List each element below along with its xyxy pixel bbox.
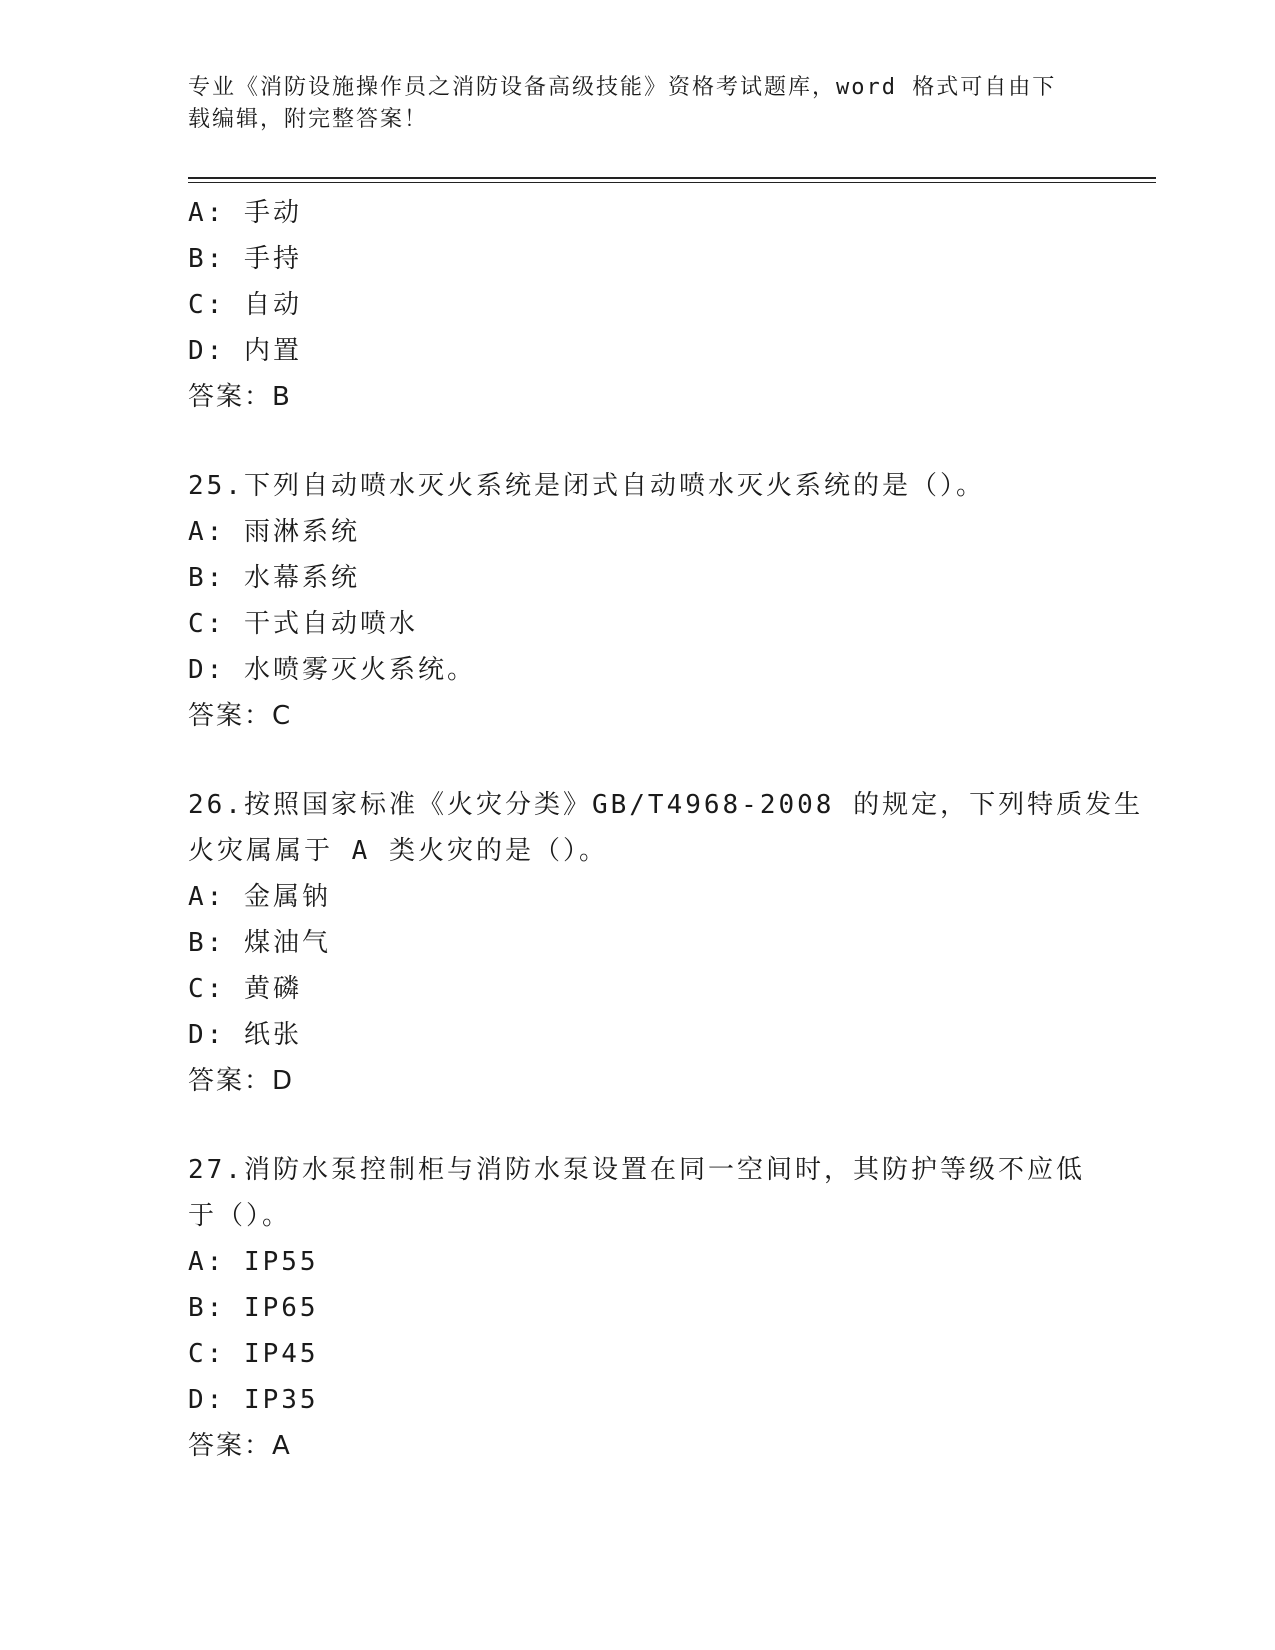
question-stem-continued: 火灾属属于 A 类火灾的是（）。 — [188, 836, 608, 866]
question-stem: 27.消防水泵控制柜与消防水泵设置在同一空间时，其防护等级不应低 — [188, 1155, 1085, 1185]
header-line-1: 专业《消防设施操作员之消防设备高级技能》资格考试题库，word 格式可自由下 — [188, 75, 1057, 100]
header-line-2: 载编辑，附完整答案！ — [188, 107, 429, 132]
answer-label: 答案：C — [188, 701, 293, 731]
spacer — [188, 1104, 1088, 1147]
spacer — [188, 739, 1088, 782]
question-stem: 25.下列自动喷水灭火系统是闭式自动喷水灭火系统的是（）。 — [188, 471, 985, 501]
option-c: C: 黄磷 — [188, 974, 302, 1004]
option-d: D: 纸张 — [188, 1020, 302, 1050]
question-stem-continued: 于（）。 — [188, 1201, 292, 1231]
question-27 — [188, 1147, 1088, 1469]
answer-label: 答案：A — [188, 1431, 292, 1461]
question-26 — [188, 782, 1144, 1104]
option-a: A: IP55 — [188, 1247, 319, 1277]
option-d: D: 内置 — [188, 336, 302, 366]
spacer — [188, 420, 1088, 463]
question-stem: 26.按照国家标准《火灾分类》GB/T4968-2008 的规定，下列特质发生 — [188, 790, 1144, 820]
option-b: B: 煤油气 — [188, 928, 331, 958]
answer-label: 答案：B — [188, 382, 292, 412]
question-25 — [188, 463, 1088, 739]
option-b: B: 水幕系统 — [188, 563, 360, 593]
header-divider-thick — [188, 177, 1156, 179]
document-header — [188, 72, 1088, 136]
option-c: C: IP45 — [188, 1339, 319, 1369]
option-d: D: 水喷雾灭火系统。 — [188, 655, 476, 685]
option-b: B: IP65 — [188, 1293, 319, 1323]
question-list — [188, 190, 1144, 1469]
option-d: D: IP35 — [188, 1385, 319, 1415]
option-c: C: 干式自动喷水 — [188, 609, 418, 639]
option-a: A: 金属钠 — [188, 882, 331, 912]
question-24 — [188, 190, 1088, 420]
option-a: A: 手动 — [188, 198, 302, 228]
option-b: B: 手持 — [188, 244, 302, 274]
option-a: A: 雨淋系统 — [188, 517, 360, 547]
header-divider-thin — [188, 182, 1156, 183]
answer-label: 答案：D — [188, 1066, 295, 1096]
option-c: C: 自动 — [188, 290, 302, 320]
